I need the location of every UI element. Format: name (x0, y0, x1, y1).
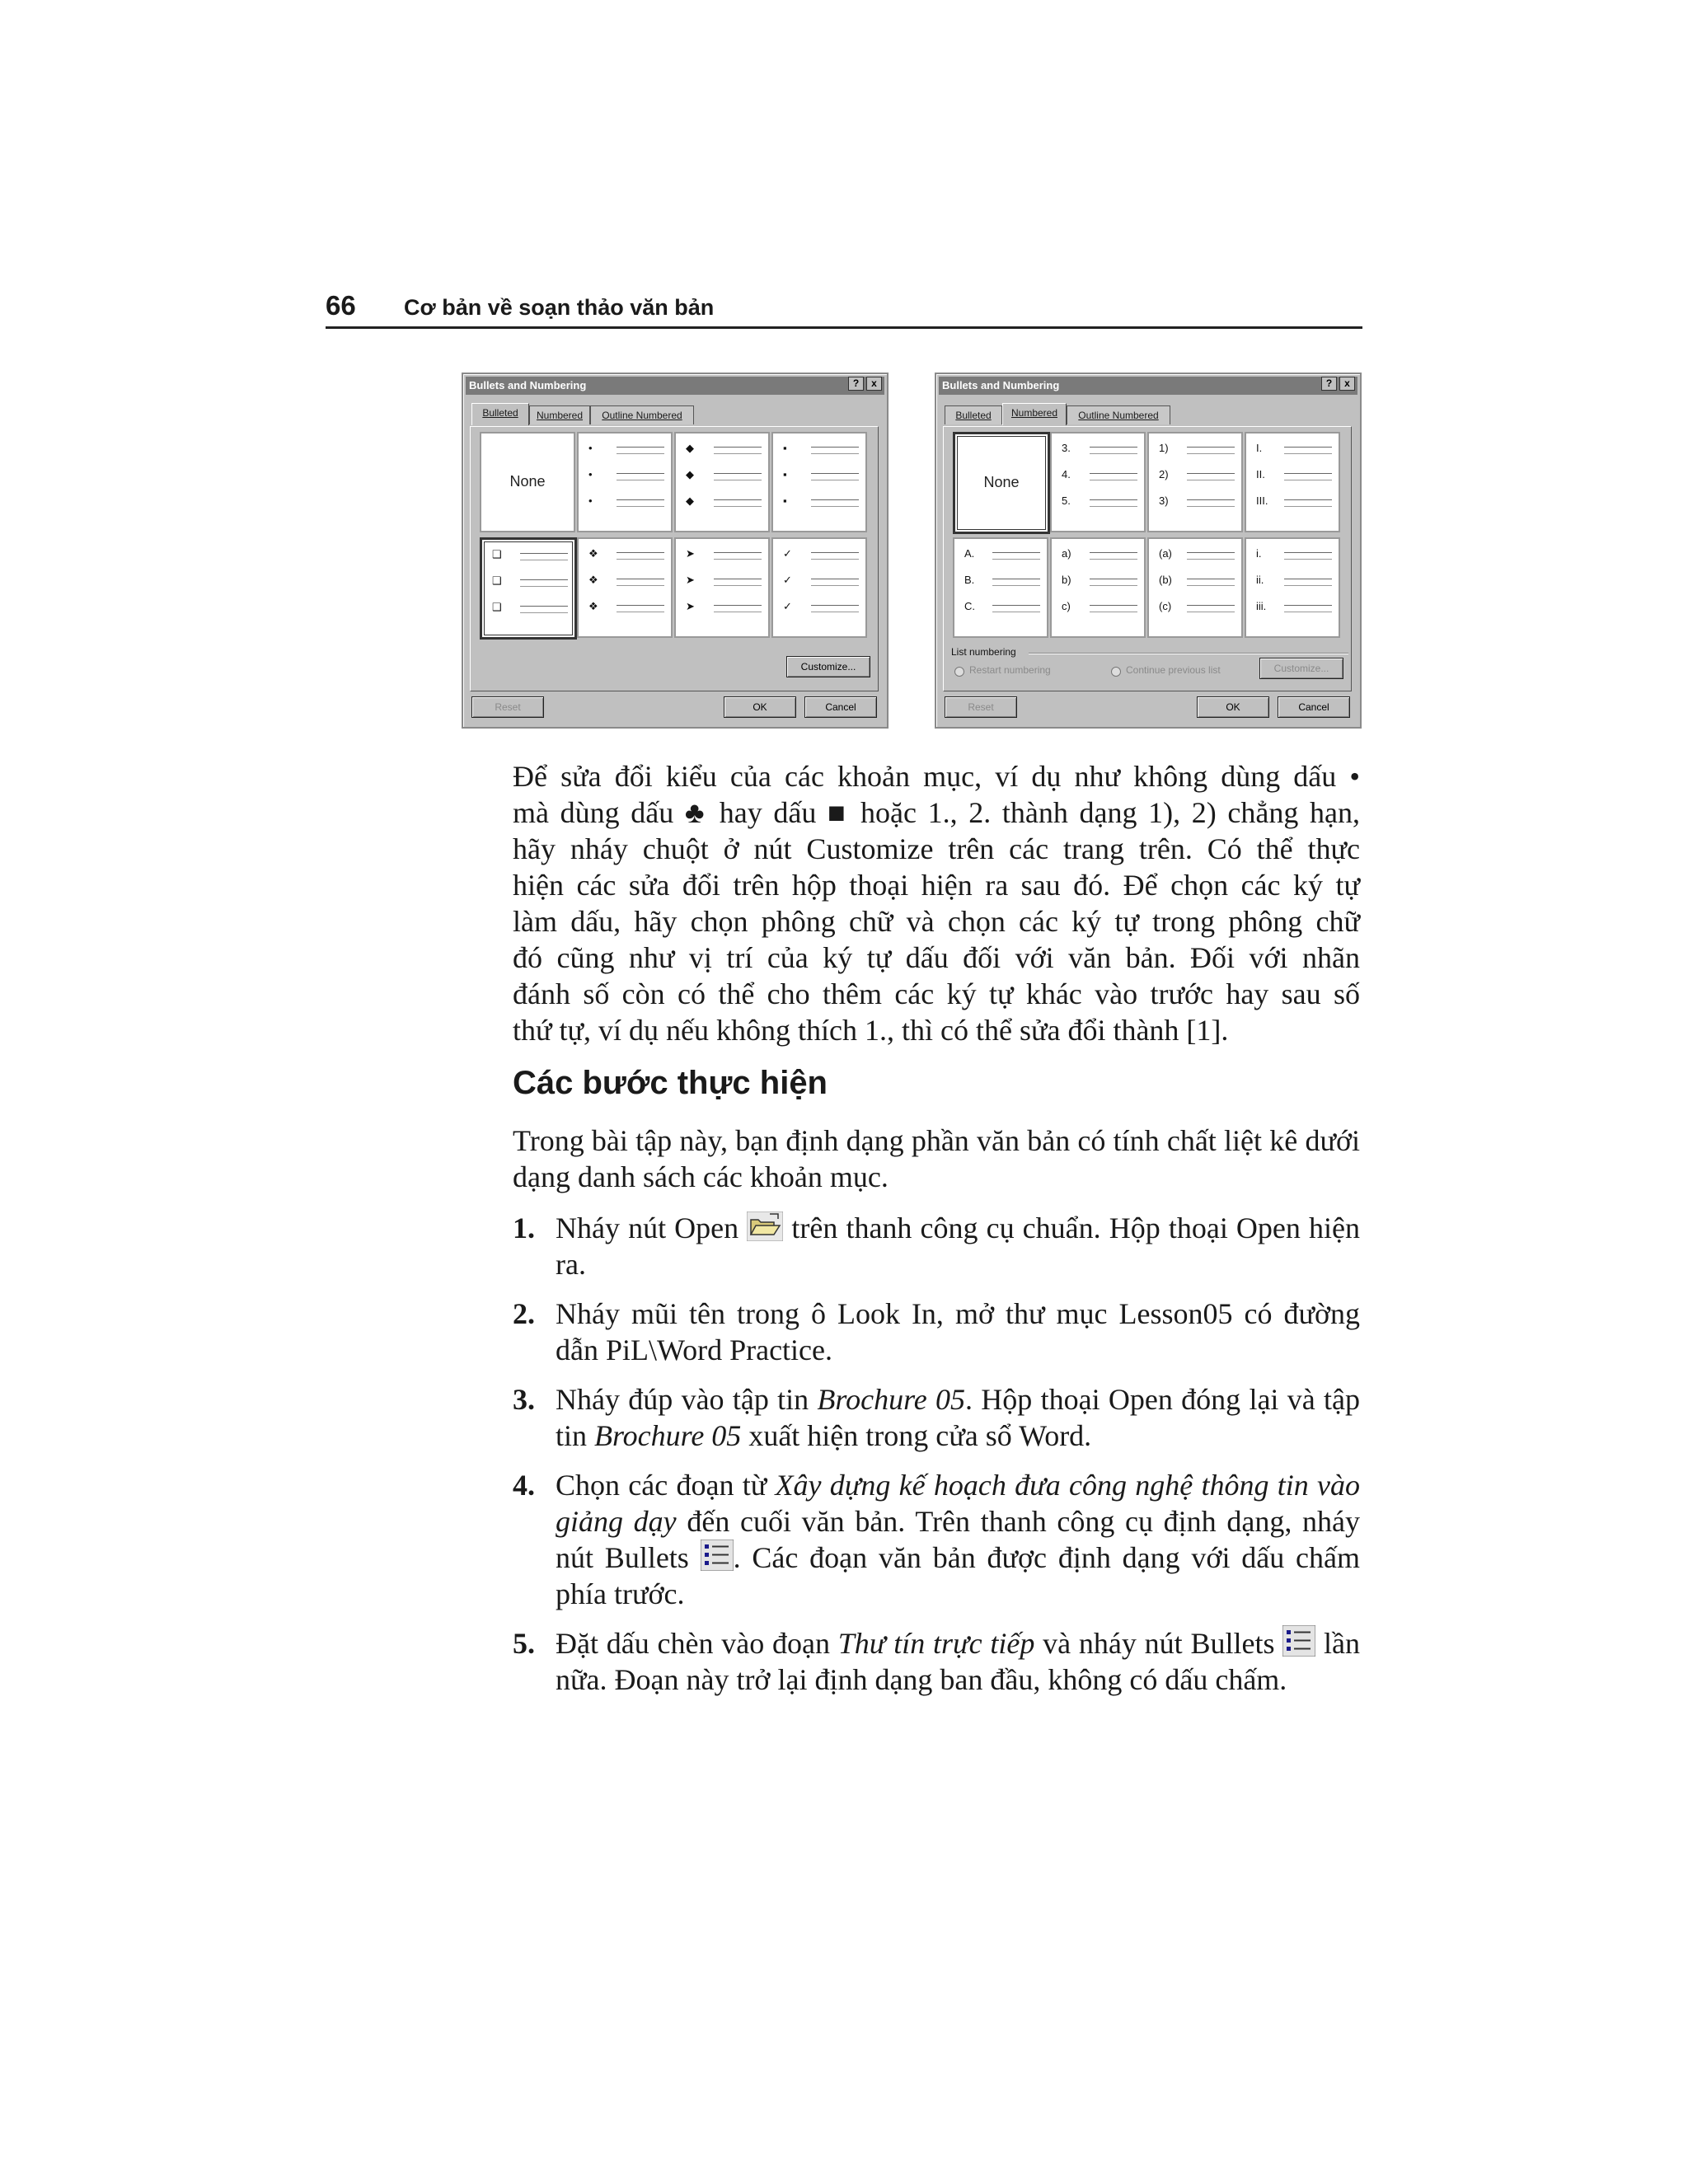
list-marker: ❑ (492, 548, 502, 560)
text-placeholder-line (811, 447, 859, 448)
restart-numbering-radio[interactable] (954, 667, 964, 677)
text-placeholder-line (1187, 605, 1235, 606)
dialog-title: Bullets and Numbering (942, 379, 1060, 391)
list-marker: ii. (1256, 574, 1264, 586)
list-marker: (a) (1159, 547, 1172, 560)
intro-line: hiện các sửa đổi trên hộp thoại hiện ra sau đó. Để chọn các ký tự (513, 869, 1360, 902)
reset-button[interactable]: Reset (945, 696, 1017, 718)
text-placeholder-line (992, 559, 1040, 560)
text-placeholder-line (617, 552, 664, 553)
step-text: Nháy đúp vào tập tin (556, 1383, 818, 1416)
list-marker: • (588, 494, 593, 507)
none-option-label: None (983, 474, 1020, 490)
list-marker: 3) (1159, 494, 1169, 507)
preview-line (1058, 468, 1139, 485)
gallery-option[interactable] (1245, 432, 1340, 532)
text-placeholder-line (992, 605, 1040, 606)
gallery-option[interactable] (1050, 537, 1146, 638)
divider (1029, 653, 1348, 654)
list-marker: b) (1062, 574, 1071, 586)
step-text: trên thanh công cụ chuẩn. Hộp thoại Open hiện ra. (556, 1212, 1360, 1281)
preview-line (682, 494, 763, 511)
text-placeholder-line (1090, 552, 1137, 553)
list-marker: ❖ (588, 547, 598, 560)
intro-line: đó cũng như vị trí của ký tự dấu đối với văn bản. Đối với nhãn (513, 941, 1360, 974)
gallery-option[interactable] (480, 432, 575, 532)
preview-line (1253, 547, 1334, 564)
preview-line (780, 574, 860, 590)
preview-line (489, 601, 570, 617)
text-placeholder-line (1090, 453, 1137, 454)
gallery-option[interactable] (1147, 432, 1243, 532)
text-placeholder-line (1090, 473, 1137, 474)
step-text: và nháy nút Bullets (1034, 1627, 1283, 1660)
bullets-dialog-bulleted (462, 373, 889, 729)
text-placeholder-line (1284, 605, 1332, 606)
text-placeholder-line (1284, 552, 1332, 553)
preview-line (489, 548, 570, 565)
preview-line (780, 600, 860, 616)
text-placeholder-line (811, 453, 859, 454)
step-text: . Hộp thoại Open đóng lại và tập tin (556, 1383, 1360, 1452)
text-placeholder-line (520, 553, 568, 554)
list-marker: C. (964, 600, 975, 612)
text-placeholder-line (1284, 506, 1332, 507)
text-placeholder-line (1090, 499, 1137, 500)
list-marker: ❑ (492, 601, 502, 613)
file-name: Brochure 05 (594, 1419, 742, 1452)
text-placeholder-line (992, 585, 1040, 586)
list-marker: 3. (1062, 442, 1071, 454)
text-placeholder-line (811, 473, 859, 474)
tab-numbered[interactable]: Numbered (529, 405, 590, 424)
preview-line (1058, 494, 1139, 511)
list-marker: ➤ (686, 547, 695, 560)
text-placeholder-line (1187, 473, 1235, 474)
tab-bulleted[interactable]: Bulleted (471, 403, 529, 425)
bullets-icon (701, 1540, 734, 1571)
text-placeholder-line (1284, 453, 1332, 454)
text-placeholder-line (1187, 499, 1235, 500)
dialog-title-bar (466, 377, 884, 395)
tab-numbered[interactable]: Numbered (1002, 403, 1067, 425)
preview-line (489, 574, 570, 591)
preview-line (585, 442, 666, 458)
list-marker: ✓ (783, 574, 792, 586)
emphasis-text: Xây dựng kế hoạch đưa công nghệ thông tin vào giảng dạy (556, 1469, 1360, 1538)
text-placeholder-line (811, 559, 859, 560)
list-marker: ✓ (783, 600, 792, 612)
restart-numbering-label: Restart numbering (969, 664, 1051, 676)
step-number: 1. (513, 1212, 535, 1244)
preview-line (585, 600, 666, 616)
cancel-button[interactable]: Cancel (1278, 696, 1350, 718)
text-placeholder-line (1284, 447, 1332, 448)
list-marker: ❑ (492, 574, 502, 587)
gallery-option[interactable] (1050, 432, 1146, 532)
list-marker: ➤ (686, 600, 695, 612)
text-placeholder-line (617, 559, 664, 560)
text-placeholder-line (1187, 552, 1235, 553)
preview-line (682, 574, 763, 590)
chapter-title: Cơ bản về soạn thảo văn bản (404, 295, 715, 320)
tab-outline-numbered[interactable]: Outline Numbered (590, 405, 694, 424)
list-marker: ❖ (588, 574, 598, 586)
step-text: Nháy mũi tên trong ô Look In, mở thư mục Lesson05 có đường dẫn PiL\Word Practice. (556, 1297, 1360, 1366)
gallery-option[interactable] (480, 537, 577, 640)
text-placeholder-line (617, 473, 664, 474)
page-header (326, 290, 1362, 329)
gallery-option[interactable] (577, 432, 673, 532)
gallery-option[interactable] (953, 432, 1050, 534)
text-placeholder-line (811, 499, 859, 500)
text-placeholder-line (617, 585, 664, 586)
list-marker: ▪ (783, 442, 787, 454)
text-placeholder-line (811, 605, 859, 606)
list-numbering-label: List numbering (951, 646, 1016, 658)
list-marker: 1) (1159, 442, 1169, 454)
preview-line (961, 547, 1042, 564)
gallery-option[interactable] (674, 537, 770, 638)
text-placeholder-line (1284, 559, 1332, 560)
list-marker: ❖ (588, 600, 598, 612)
dialog-title-bar (939, 377, 1357, 395)
intro-line: làm dấu, hãy chọn phông chữ và chọn các ký tự trong phông chữ (513, 905, 1360, 938)
text-placeholder-line (520, 612, 568, 613)
text-placeholder-line (714, 552, 762, 553)
preview-line (682, 547, 763, 564)
text-placeholder-line (714, 605, 762, 606)
preview-line (1156, 547, 1236, 564)
text-placeholder-line (1090, 447, 1137, 448)
preview-line (1156, 468, 1236, 485)
bullets-icon (1282, 1625, 1315, 1657)
list-marker: I. (1256, 442, 1263, 454)
text-placeholder-line (992, 552, 1040, 553)
list-marker: ◆ (686, 468, 694, 480)
ok-button[interactable]: OK (1197, 696, 1269, 718)
step-text: Nháy nút Open (556, 1212, 748, 1244)
text-placeholder-line (714, 447, 762, 448)
list-marker: • (588, 468, 593, 480)
text-placeholder-line (1187, 506, 1235, 507)
text-placeholder-line (617, 447, 664, 448)
preview-line (1058, 442, 1139, 458)
intro-line: đánh số còn có thể cho thêm các ký tự khác vào trước hay sau số (513, 977, 1360, 1010)
preview-line (585, 574, 666, 590)
list-marker: ◆ (686, 494, 694, 507)
preview-line (585, 468, 666, 485)
text-placeholder-line (811, 506, 859, 507)
gallery-option[interactable] (771, 432, 867, 532)
text-placeholder-line (1090, 605, 1137, 606)
preview-line (961, 574, 1042, 590)
text-placeholder-line (1187, 585, 1235, 586)
preview-line (780, 494, 860, 511)
list-marker: ▪ (783, 468, 787, 480)
help-icon[interactable]: ? (1321, 377, 1337, 391)
cancel-button[interactable]: Cancel (804, 696, 877, 718)
text-placeholder-line (1090, 506, 1137, 507)
list-marker: ➤ (686, 574, 695, 586)
text-placeholder-line (617, 506, 664, 507)
list-marker: ▪ (783, 494, 787, 507)
preview-line (961, 600, 1042, 616)
preview-line (1156, 574, 1236, 590)
preview-line (585, 547, 666, 564)
gallery-option[interactable] (1147, 537, 1243, 638)
preview-line (780, 468, 860, 485)
list-marker: ✓ (783, 547, 792, 560)
bullets-dialog-numbered (935, 373, 1362, 729)
list-marker: i. (1256, 547, 1262, 560)
gallery-option[interactable] (953, 537, 1048, 638)
list-marker: A. (964, 547, 975, 560)
preview-line (1156, 600, 1236, 616)
list-marker: a) (1062, 547, 1071, 560)
preview-line (780, 547, 860, 564)
list-marker: B. (964, 574, 975, 586)
help-icon[interactable]: ? (848, 377, 864, 391)
intro-line: mà dùng dấu ♣ hay dấu ■ hoặc 1., 2. thành dạng 1), 2) chẳng hạn, (513, 796, 1360, 829)
list-marker: 4. (1062, 468, 1071, 480)
preview-line (1058, 547, 1139, 564)
gallery-option[interactable] (577, 537, 673, 638)
preview-line (682, 442, 763, 458)
text-placeholder-line (520, 586, 568, 587)
customize-button[interactable]: Customize... (786, 656, 870, 677)
list-marker: • (588, 442, 593, 454)
text-placeholder-line (714, 453, 762, 454)
file-name: Brochure 05 (817, 1383, 966, 1416)
intro-line: Để sửa đổi kiểu của các khoản mục, ví dụ như không dùng dấu • (513, 760, 1360, 793)
tab-bulleted[interactable]: Bulleted (945, 405, 1002, 424)
text-placeholder-line (714, 506, 762, 507)
preview-line (585, 494, 666, 511)
text-placeholder-line (714, 499, 762, 500)
preview-line (1253, 494, 1334, 511)
preview-line (1058, 574, 1139, 590)
intro-paragraph (513, 758, 1360, 1048)
preview-line (1253, 468, 1334, 485)
customize-button[interactable]: Customize... (1259, 658, 1343, 679)
section-heading: Các bước thực hiện (513, 1065, 828, 1101)
text-placeholder-line (1187, 559, 1235, 560)
text-placeholder-line (617, 453, 664, 454)
page-number: 66 (326, 290, 356, 321)
step-number: 2. (513, 1297, 535, 1330)
text-placeholder-line (1090, 585, 1137, 586)
tab-outline-numbered[interactable]: Outline Numbered (1067, 405, 1170, 424)
preview-line (1156, 442, 1236, 458)
step-number: 4. (513, 1469, 535, 1502)
ok-button[interactable]: OK (724, 696, 796, 718)
text-placeholder-line (714, 585, 762, 586)
text-placeholder-line (714, 559, 762, 560)
list-marker: II. (1256, 468, 1265, 480)
list-marker: iii. (1256, 600, 1267, 612)
preview-line (682, 600, 763, 616)
continue-list-label: Continue previous list (1126, 664, 1221, 676)
step-number: 5. (513, 1627, 535, 1660)
text-placeholder-line (714, 473, 762, 474)
text-placeholder-line (1187, 447, 1235, 448)
text-placeholder-line (1284, 585, 1332, 586)
text-placeholder-line (617, 499, 664, 500)
text-placeholder-line (1284, 473, 1332, 474)
preview-line (1156, 494, 1236, 511)
emphasis-text: Thư tín trực tiếp (837, 1627, 1035, 1660)
preview-line (1253, 600, 1334, 616)
gallery-option[interactable] (1245, 537, 1340, 638)
text-placeholder-line (1187, 453, 1235, 454)
text-placeholder-line (520, 579, 568, 580)
intro-line: thứ tự, ví dụ nếu không thích 1., thì có thể sửa đổi thành [1]. (513, 1014, 1229, 1047)
open-folder-icon (747, 1212, 783, 1241)
intro-line: hãy nháy chuột ở nút Customize trên các trang trên. Có thể thực (513, 832, 1360, 865)
preview-line (1253, 442, 1334, 458)
step-text: xuất hiện trong cửa sổ Word. (741, 1419, 1092, 1452)
preview-line (780, 442, 860, 458)
list-marker: (c) (1159, 600, 1172, 612)
step-number: 3. (513, 1383, 535, 1416)
reset-button[interactable]: Reset (471, 696, 544, 718)
gallery-option[interactable] (771, 537, 867, 638)
list-marker: c) (1062, 600, 1071, 612)
gallery-option[interactable] (674, 432, 770, 532)
text-placeholder-line (1090, 559, 1137, 560)
list-marker: 5. (1062, 494, 1071, 507)
text-placeholder-line (811, 585, 859, 586)
step-text: Chọn các đoạn từ (556, 1469, 776, 1502)
dialog-title: Bullets and Numbering (469, 379, 587, 391)
text-placeholder-line (520, 606, 568, 607)
none-option-label: None (509, 473, 546, 490)
close-icon[interactable]: x (1339, 377, 1355, 391)
step-text: lần nữa. Đoạn này trở lại định dạng ban đầu, không có dấu chấm. (556, 1627, 1360, 1696)
step-text: đến cuối văn bản. Trên thanh công cụ định dạng, nháy nút Bullets (556, 1505, 1361, 1574)
preview-line (1058, 600, 1139, 616)
preview-line (1253, 574, 1334, 590)
text-placeholder-line (811, 552, 859, 553)
continue-list-radio[interactable] (1111, 667, 1121, 677)
section-intro: Trong bài tập này, bạn định dạng phần văn bản có tính chất liệt kê dưới dạng danh sách các khoản mục. (513, 1124, 1360, 1193)
text-placeholder-line (617, 605, 664, 606)
close-icon[interactable]: x (866, 377, 882, 391)
list-marker: (b) (1159, 574, 1172, 586)
step-text: Đặt dấu chèn vào đoạn (556, 1627, 838, 1660)
text-placeholder-line (1284, 499, 1332, 500)
preview-line (682, 468, 763, 485)
list-marker: ◆ (686, 442, 694, 454)
list-marker: 2) (1159, 468, 1169, 480)
step-text: . Các đoạn văn bản được định dạng với dấu chấm phía trước. (556, 1541, 1360, 1610)
list-marker: III. (1256, 494, 1268, 507)
